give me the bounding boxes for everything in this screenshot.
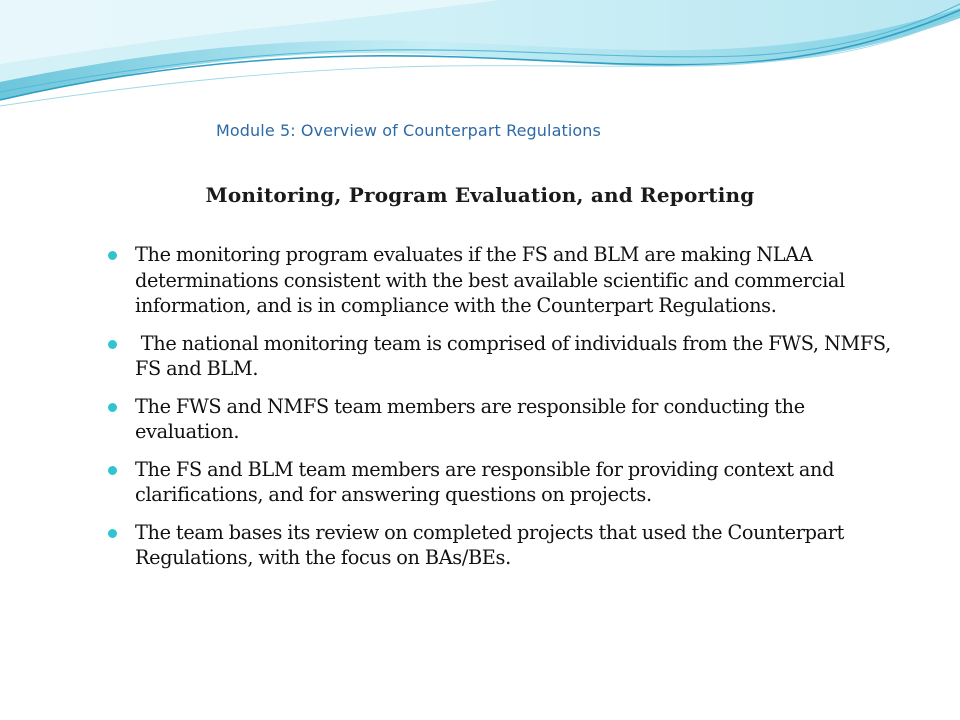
bullet-list [108,242,914,583]
bullet-dot-icon [108,466,117,475]
bullet-dot-icon [108,251,117,260]
bullet-item-3 [108,394,914,445]
bullet-dot-icon [108,403,117,412]
bullet-item-2 [108,331,914,382]
bullet-dot-icon [108,340,117,349]
bullet-item-1 [108,242,914,319]
slide-heading: Monitoring, Program Evaluation, and Reporting [205,183,755,207]
bullet-text: The team bases its review on completed projects that used the Counterpart Regulations, with the focus on BAs/BEs. [135,520,845,569]
module-title: Module 5: Overview of Counterpart Regulations [216,121,601,140]
bullet-text: The monitoring program evaluates if the FS and BLM are making NLAA determinations consistent with the best available scientific and commercial information, and is in compliance with the Counterpart Regulations. [135,243,845,317]
bullet-text: The FS and BLM team members are responsible for providing context and clarifications, and for answering questions on projects. [135,457,835,506]
bullet-dot-icon [108,529,117,538]
bullet-item-5 [108,520,914,571]
bullet-item-4 [108,457,914,508]
bullet-text: The FWS and NMFS team members are responsible for conducting the evaluation. [135,394,805,443]
header-wave-decoration [0,0,960,120]
bullet-text: The national monitoring team is comprised of individuals from the FWS, NMFS, FS and BLM. [135,331,897,380]
